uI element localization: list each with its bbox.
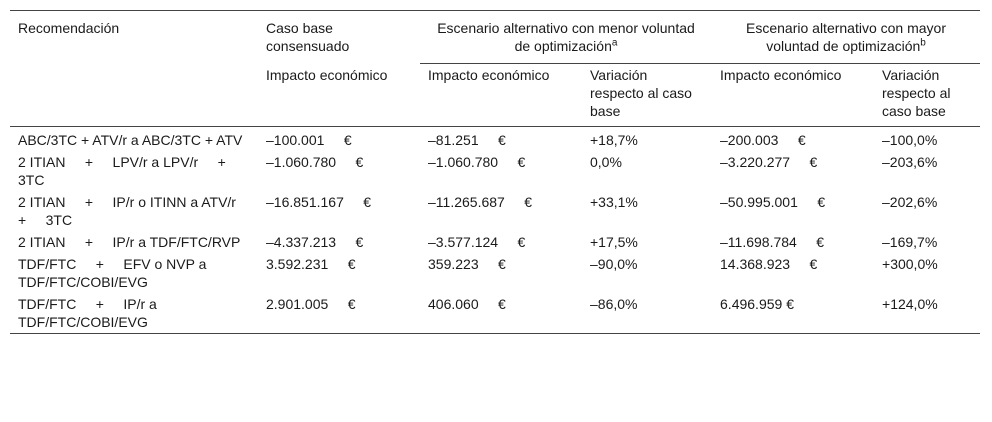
cell-less-impact: –11.265.687 € [428, 194, 533, 210]
cell-more-variation: –169,7% [882, 234, 938, 250]
cell-less-variation: +17,5% [590, 234, 638, 250]
cell-more-variation: –202,6% [882, 194, 938, 210]
cell-recommendation: 2 ITIAN + LPV/r a LPV/r + 3TC [18, 154, 246, 188]
cell-less-variation: +18,7% [590, 132, 638, 148]
cell-less-variation: –90,0% [590, 256, 638, 272]
cell-base-impact: 2.901.005 € [266, 296, 356, 312]
cell-more-impact: –200.003 € [720, 132, 806, 148]
economic-impact-table [10, 10, 980, 334]
table-row [10, 293, 980, 334]
footnote-b-marker: b [920, 37, 926, 49]
header-recommendation: Recomendación [10, 11, 258, 127]
table-row [10, 191, 980, 231]
table-row [10, 127, 980, 152]
header-more-variation: Variación respecto al caso base [874, 64, 980, 127]
cell-less-impact: –1.060.780 € [428, 154, 526, 170]
cell-base-impact: –16.851.167 € [266, 194, 372, 210]
cell-more-impact: –50.995.001 € [720, 194, 826, 210]
header-less-variation: Variación respecto al caso base [582, 64, 712, 127]
cell-base-impact: –4.337.213 € [266, 234, 364, 250]
cell-base-impact: –1.060.780 € [266, 154, 364, 170]
cell-less-impact: 359.223 € [428, 256, 506, 272]
cell-more-impact: –11.698.784 € [720, 234, 825, 250]
table-row [10, 151, 980, 191]
cell-recommendation: TDF/FTC + EFV o NVP a TDF/FTC/COBI/EVG [18, 256, 211, 290]
cell-recommendation: TDF/FTC + IP/r a TDF/FTC/COBI/EVG [18, 296, 161, 330]
table-container [10, 10, 980, 334]
header-base-case: Caso base consensuado [266, 20, 350, 54]
cell-less-variation: 0,0% [590, 154, 622, 170]
cell-base-impact: 3.592.231 € [266, 256, 356, 272]
header-alt-more: Escenario alternativo con mayor voluntad de optimización$^b$ [712, 11, 980, 64]
cell-more-variation: +300,0% [882, 256, 938, 272]
table-row [10, 231, 980, 253]
cell-less-impact: 406.060 € [428, 296, 506, 312]
cell-recommendation: 2 ITIAN + IP/r a TDF/FTC/RVP [18, 234, 241, 250]
cell-less-impact: –3.577.124 € [428, 234, 526, 250]
cell-more-variation: –203,6% [882, 154, 938, 170]
cell-more-variation: –100,0% [882, 132, 938, 148]
cell-more-impact: 14.368.923 € [720, 256, 818, 272]
cell-base-impact: –100.001 € [266, 132, 352, 148]
header-less-impact: Impacto económico [420, 64, 582, 127]
table-row [10, 253, 980, 293]
cell-recommendation: 2 ITIAN + IP/r o ITINN a ATV/r + 3TC [18, 194, 256, 228]
cell-less-variation: +33,1% [590, 194, 638, 210]
header-base-impact: Impacto económico [258, 64, 420, 127]
cell-more-impact: 6.496.959 € [720, 296, 794, 312]
header-alt-less: Escenario alternativo con menor voluntad de optimización$^a$ [420, 11, 712, 64]
cell-more-impact: –3.220.277 € [720, 154, 818, 170]
header-more-impact: Impacto económico [712, 64, 874, 127]
footnote-a-marker: a [611, 37, 618, 49]
cell-more-variation: +124,0% [882, 296, 938, 312]
cell-recommendation: ABC/3TC + ATV/r a ABC/3TC + ATV [18, 132, 243, 148]
cell-less-variation: –86,0% [590, 296, 638, 312]
cell-less-impact: –81.251 € [428, 132, 506, 148]
